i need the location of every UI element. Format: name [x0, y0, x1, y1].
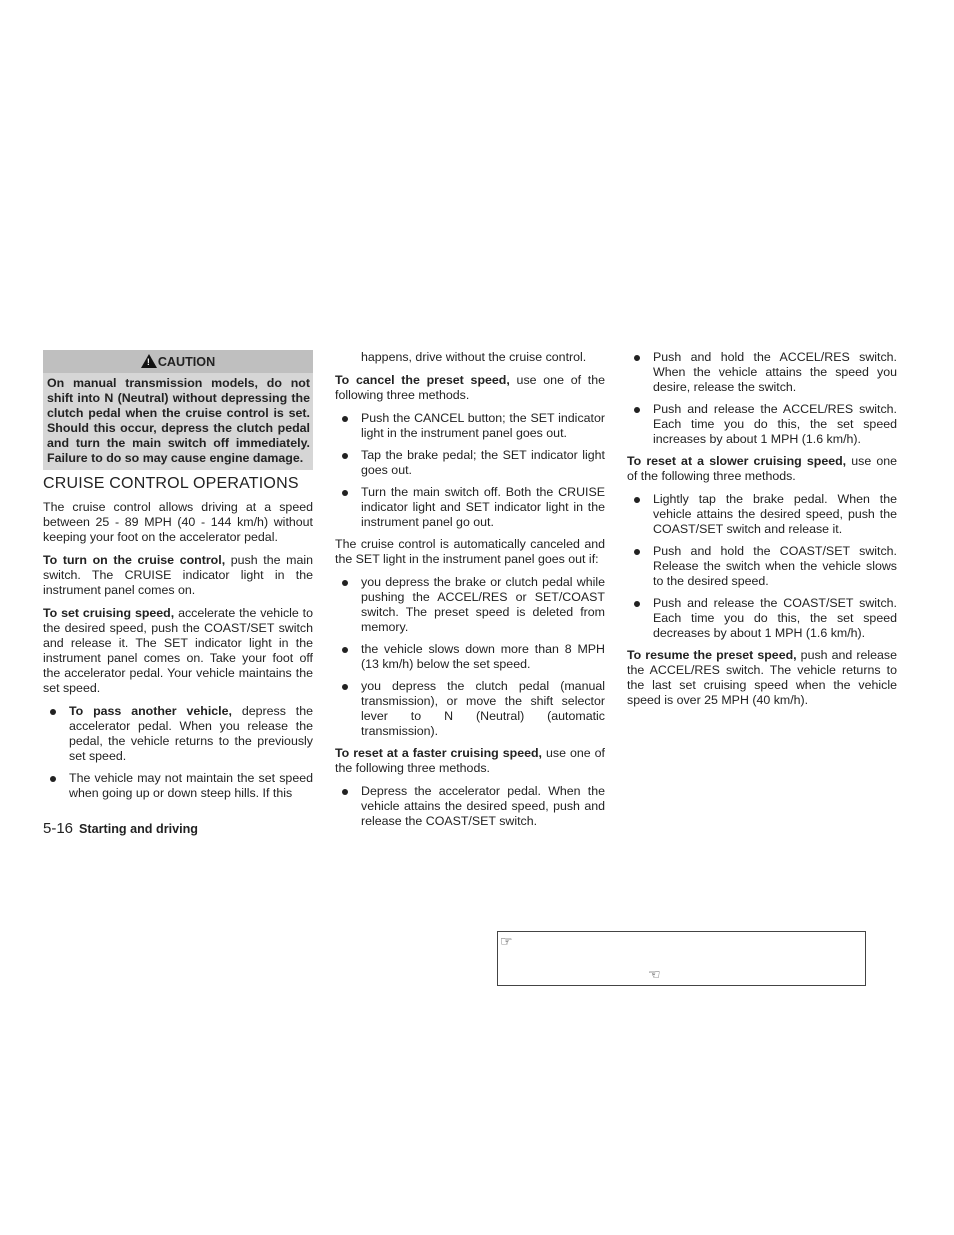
set-speed-paragraph: To set cruising speed, accelerate the vehicle to the desired speed, push the COAST/SET switch and release it. The SET indicator light in the instrument panel comes on. Take your foot off the accelerator pedal. Your vehicle maintains the set speed.	[43, 606, 313, 695]
caution-text: On manual transmission models, do not shift into N (Neutral) without depressing the clutch pedal when the cruise control is set. Should this occur, depress the clutch pedal and turn the main switch off immediately. Failure to do so may cause engine damage.	[47, 376, 310, 465]
pointing-hand-icon: ☜	[648, 966, 661, 982]
column-2	[335, 350, 605, 836]
bullet-icon	[342, 684, 348, 690]
cancel-bullet-list	[335, 411, 605, 530]
faster-bullet-list-continued	[627, 350, 897, 447]
faster-paragraph: To reset at a faster cruising speed, use one of the following three methods.	[335, 746, 605, 775]
bullet-icon	[50, 776, 56, 782]
bullet-icon	[342, 416, 348, 422]
caution-box	[43, 350, 313, 470]
bullet-icon	[634, 601, 640, 607]
bullet-icon	[634, 355, 640, 361]
bullet-icon	[342, 453, 348, 459]
slower-paragraph: To reset at a slower cruising speed, use one of the following three methods.	[627, 454, 897, 483]
list-item: Turn the main switch off. Both the CRUISE indicator light and SET indicator light in the instrument panel go out.	[335, 485, 605, 530]
bullet-icon	[634, 497, 640, 503]
list-item: Push and hold the ACCEL/RES switch. When the vehicle attains the speed you desire, release the switch.	[627, 350, 897, 395]
list-item: Tap the brake pedal; the SET indicator light goes out.	[335, 448, 605, 478]
page-number: 5-16	[43, 820, 74, 837]
bullet-icon	[342, 647, 348, 653]
turn-on-paragraph: To turn on the cruise control, push the main switch. The CRUISE indicator light in the instrument panel comes on.	[43, 553, 313, 597]
intro-paragraph: The cruise control allows driving at a speed between 25 - 89 MPH (40 - 144 km/h) without keeping your foot on the accelerator pedal.	[43, 500, 313, 544]
cancel-paragraph: To cancel the preset speed, use one of the following three methods.	[335, 373, 606, 402]
list-item: Push and release the COAST/SET switch. Each time you do this, the set speed decreases by about 1 MPH (1.6 km/h).	[627, 596, 897, 641]
list-item: Push the CANCEL button; the SET indicator light in the instrument panel goes out.	[335, 411, 605, 441]
warning-triangle-icon: !	[141, 354, 157, 368]
bullet-icon	[634, 549, 640, 555]
list-item: Push and hold the COAST/SET switch. Release the switch when the vehicle slows to the desired speed.	[627, 544, 897, 589]
auto-cancel-bullet-list	[335, 575, 605, 739]
reference-box	[497, 931, 866, 986]
bullet-icon	[342, 580, 348, 586]
pass-bullet-list	[43, 704, 313, 801]
list-item: Push and release the ACCEL/RES switch. Each time you do this, the set speed increases by about 1 MPH (1.6 km/h).	[627, 402, 897, 447]
caution-header	[43, 350, 313, 373]
list-item: The vehicle may not maintain the set speed when going up or down steep hills. If this	[43, 771, 313, 801]
list-item: To pass another vehicle, depress the accelerator pedal. When you release the pedal, the vehicle returns to the previously set speed.	[43, 704, 313, 764]
bullet-icon	[50, 709, 56, 715]
bullet-icon	[342, 789, 348, 795]
caution-title: CAUTION	[157, 355, 216, 369]
list-item: you depress the clutch pedal (manual transmission), or move the shift selector lever to N (Neutral) (automatic transmission).	[335, 679, 605, 739]
section-title: CRUISE CONTROL OPERATIONS	[43, 475, 299, 492]
list-item: Lightly tap the brake pedal. When the vehicle attains the desired speed, push the COAST/SET switch and release it.	[627, 492, 897, 537]
column-3	[627, 350, 897, 716]
list-item: Depress the accelerator pedal. When the vehicle attains the desired speed, push and release the COAST/SET switch.	[335, 784, 605, 829]
resume-paragraph: To resume the preset speed, push and release the ACCEL/RES switch. The vehicle returns to the last set cruising speed when the vehicle speed is over 25 MPH (40 km/h).	[627, 648, 897, 707]
column-1	[43, 350, 313, 808]
page-footer	[43, 821, 198, 837]
list-item: you depress the brake or clutch pedal while pushing the ACCEL/RES or SET/COAST switch. The preset speed is deleted from memory.	[335, 575, 605, 635]
bullet-icon	[634, 407, 640, 413]
list-item: the vehicle slows down more than 8 MPH (13 km/h) below the set speed.	[335, 642, 605, 672]
slower-bullet-list	[627, 492, 897, 641]
section-name: Starting and driving	[79, 822, 198, 836]
bullet-continuation: happens, drive without the cruise control.	[361, 350, 587, 364]
auto-cancel-paragraph: The cruise control is automatically canceled and the SET light in the instrument panel goes out if:	[335, 537, 605, 566]
faster-bullet-list-start	[335, 784, 605, 829]
bullet-icon	[342, 490, 348, 496]
pointing-hand-icon: ☞	[500, 933, 513, 949]
